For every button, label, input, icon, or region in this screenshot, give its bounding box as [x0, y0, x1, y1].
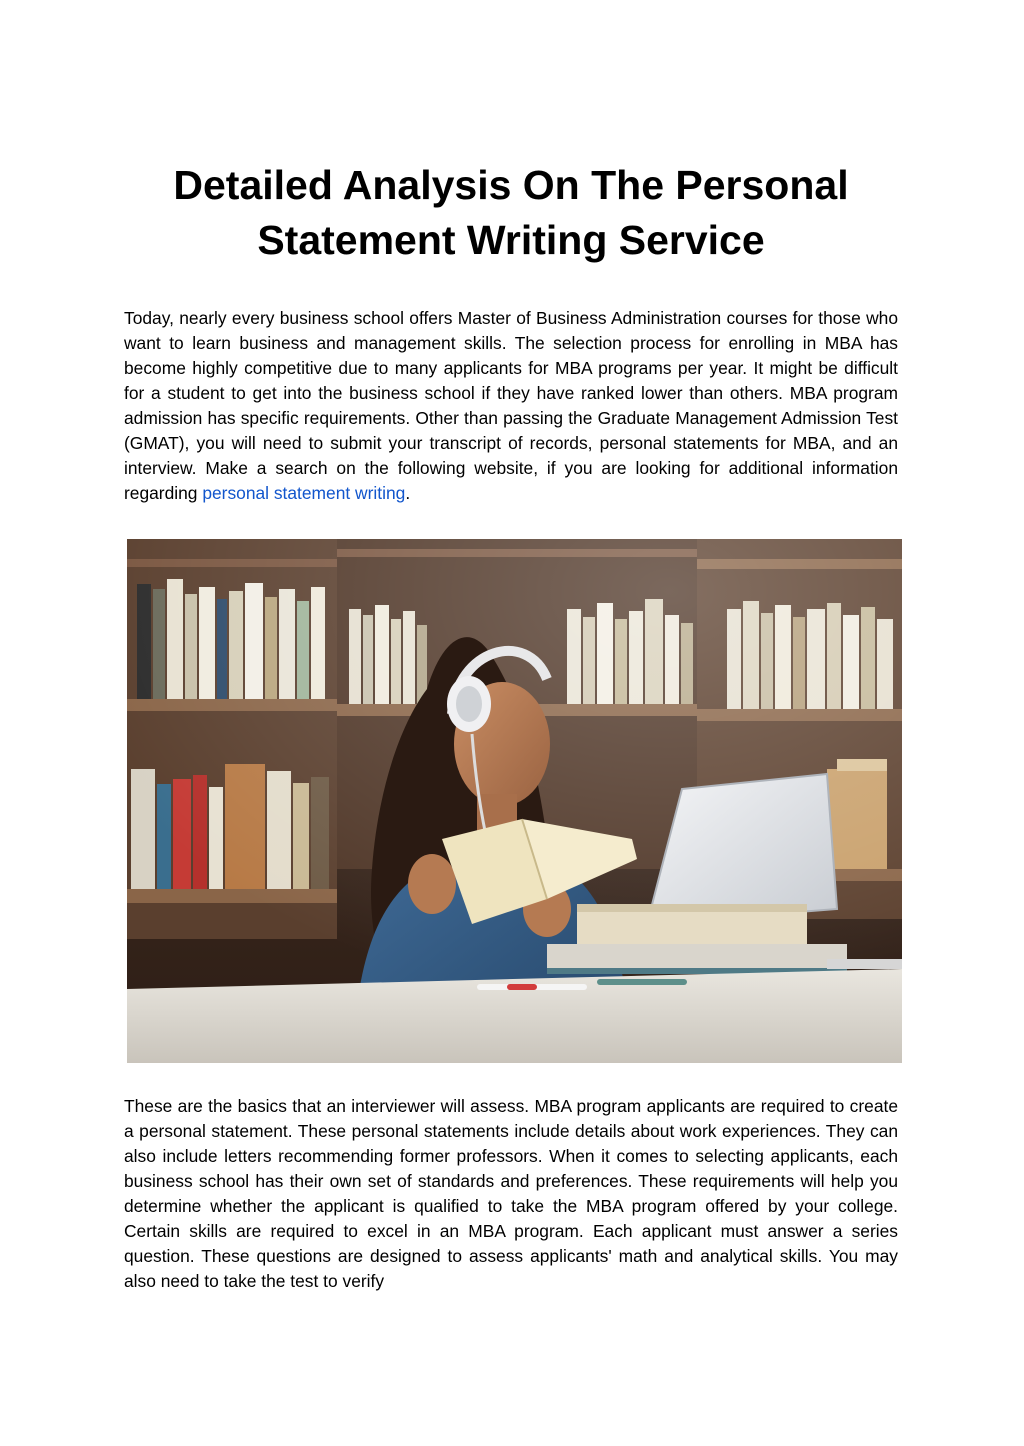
intro-paragraph-end: . [405, 483, 411, 503]
personal-statement-writing-link[interactable]: personal statement writing [202, 483, 406, 503]
intro-paragraph [124, 306, 898, 506]
page-title [124, 158, 898, 268]
body-paragraph: These are the basics that an interviewer will assess. MBA program applicants are required to create a personal statement. These personal statements include details about work experiences. They can also include letters recommending former professors. When it comes to selecting applicants, each business school has their own set of standards and preferences. These requirements will help you determine whether the applicant is qualified to take the MBA program offered by your college. Certain skills are required to excel in an MBA program. Each applicant must answer a series question. These questions are designed to assess applicants' math and analytical skills. You may also need to take the test to verify [124, 1096, 898, 1291]
title-line-2: Statement Writing Service [257, 217, 765, 263]
intro-paragraph-text: Today, nearly every business school offers Master of Business Administration courses for those who want to learn business and management skills. The selection process for enrolling in MBA has become highly competitive due to many applicants for MBA programs per year. It might be difficult for a student to get into the business school if they have ranked lower than others. MBA program admission has specific requirements. Other than passing the Graduate Management Admission Test (GMAT), you will need to submit your transcript of records, personal statements for MBA, and an interview. Make a search on the following website, if you are looking for additional information regarding [124, 308, 898, 503]
library-student-photo [127, 539, 902, 1063]
title-line-1: Detailed Analysis On The Personal [173, 162, 849, 208]
